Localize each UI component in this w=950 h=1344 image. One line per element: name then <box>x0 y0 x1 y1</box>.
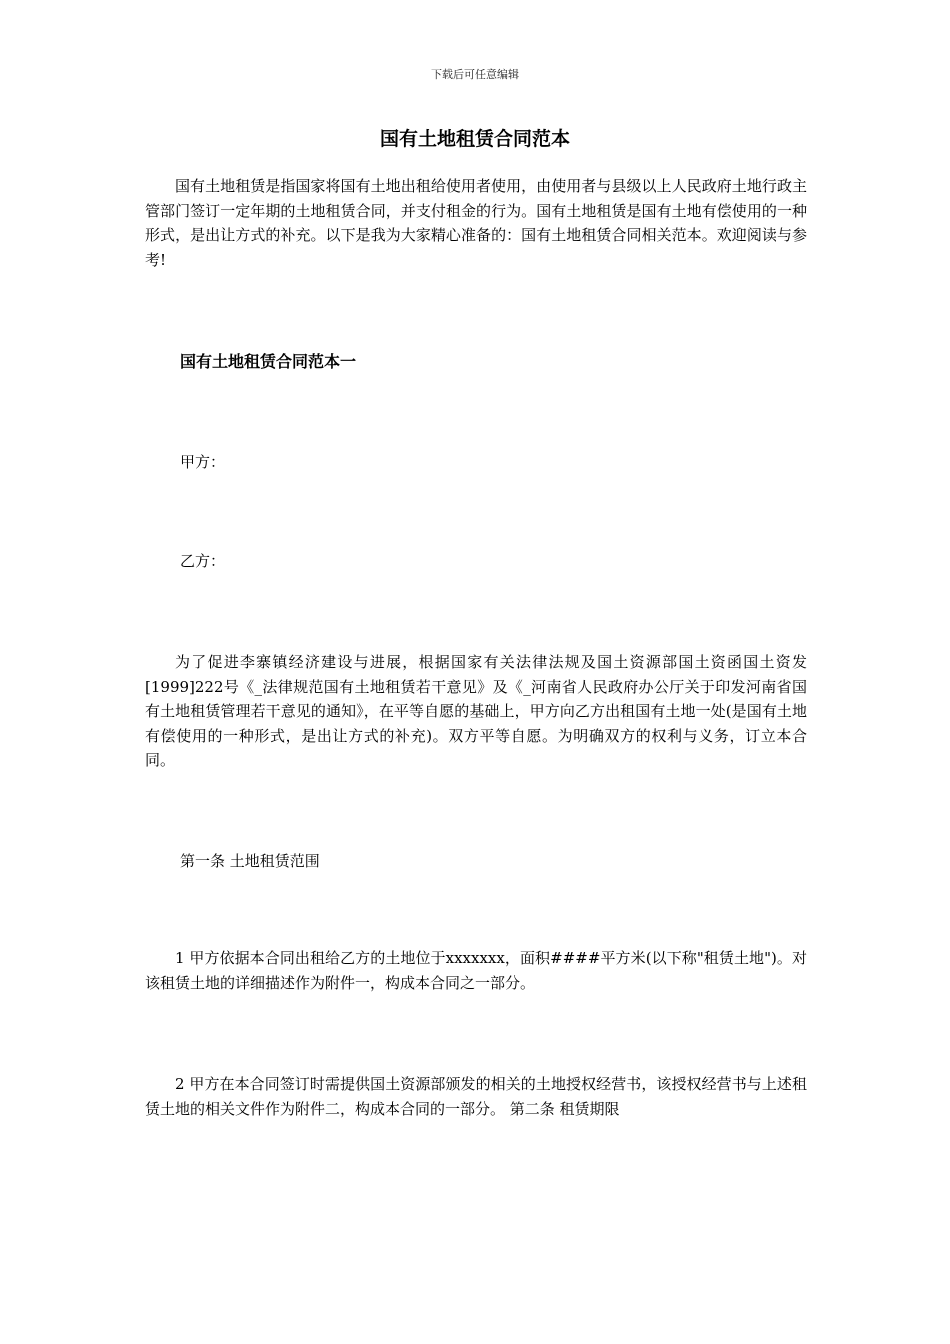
intro-paragraph: 国有土地租赁是指国家将国有土地出租给使用者使用，由使用者与县级以上人民政府土地行政主管部门签订一定年期的土地租赁合同，并支付租金的行为。国有土地租赁是国有土地有偿使用的一种形式，是出让方式的补充。以下是我为大家精心准备的：国有土地租赁合同相关范本。欢迎阅读与参考! <box>145 177 807 269</box>
article-1-heading: 第一条 土地租赁范围 <box>180 852 320 870</box>
document-title: 国有土地租赁合同范本 <box>379 128 570 150</box>
page-header-note: 下载后可任意编辑 <box>431 68 519 81</box>
party-b-label: 乙方： <box>180 552 226 570</box>
preamble-paragraph: 为了促进李寨镇经济建设与进展，根据国家有关法律法规及国土资源部国土资函国土资发[1999]222号《_法律规范国有土地租赁若干意见》及《_河南省人民政府办公厅关于印发河南省国有土地租赁管理若干意见的通知》，在平等自愿的基础上，甲方向乙方出租国有土地一处(是国有土地有偿使用的一种形式，是出让方式的补充)。双方平等自愿。为明确双方的权利与义务，订立本合同。 <box>145 653 807 769</box>
clause-2-paragraph: 2 甲方在本合同签订时需提供国土资源部颁发的相关的土地授权经营书，该授权经营书与上述租赁土地的相关文件作为附件二，构成本合同的一部分。 第二条 租赁期限 <box>145 1075 807 1118</box>
section-heading: 国有土地租赁合同范本一 <box>180 352 357 371</box>
party-a-label: 甲方： <box>180 453 226 471</box>
clause-1-paragraph: 1 甲方依据本合同出租给乙方的土地位于xxxxxxx，面积####平方米(以下称"租赁土地")。对该租赁土地的详细描述作为附件一，构成本合同之一部分。 <box>145 949 807 992</box>
